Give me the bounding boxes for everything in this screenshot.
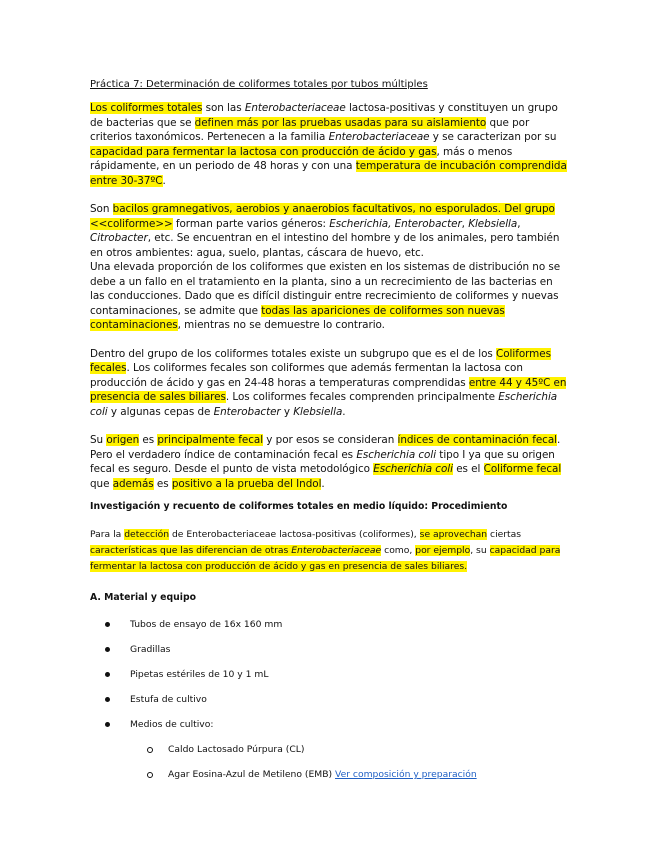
text: son las xyxy=(202,102,245,114)
highlight: todas las apariciones de coliformes son nuevas contaminaciones xyxy=(90,304,505,331)
bullet-icon xyxy=(105,622,110,627)
text: forman parte varios géneros: xyxy=(172,217,330,230)
highlight: índices de contaminación fecal xyxy=(397,434,557,446)
highlight: Los coliformes totales xyxy=(90,102,203,114)
bullet-icon xyxy=(105,647,110,652)
document-page xyxy=(90,78,568,793)
text: , más o menos rápidamente, en un periodo de 48 horas y con una xyxy=(90,145,513,172)
list-item xyxy=(90,693,568,706)
highlight: detección xyxy=(124,529,170,540)
bullet-icon xyxy=(105,722,110,727)
highlight: bacilos gramnegativos, aerobios y anaerobios facultativos, no esporulados. Del grupo <<coliforme>> xyxy=(90,203,555,230)
text: , su xyxy=(470,545,490,556)
text: Una elevada proporción de los coliformes que existen en los sistemas de distribución no se debe a un fallo en el tratamiento en la planta, sino a un recrecimiento de las bacterias en las conducciones. Dado que es difícil distinguir entre recrecimiento de coliformes y nuevas contaminaciones, se admite que xyxy=(90,261,561,317)
list-item-text: Estufa de cultivo xyxy=(130,694,207,705)
italic-text: Enterobacteriaceae xyxy=(328,131,430,143)
text: que por criterios taxonómicos. Pertenecen a la familia xyxy=(90,116,530,143)
text: como, xyxy=(381,545,416,556)
text: y por esos se consideran xyxy=(263,434,398,446)
paragraph-deteccion xyxy=(90,527,568,575)
list-item xyxy=(90,743,568,756)
list-item xyxy=(90,668,568,681)
text: es xyxy=(153,477,172,490)
bullet-icon xyxy=(105,697,110,702)
list-item-text: Gradillas xyxy=(130,644,171,655)
paragraph-distribucion xyxy=(90,260,568,333)
list-item xyxy=(90,718,568,731)
list-item-text: Medios de cultivo: xyxy=(130,719,214,730)
text: Dentro del grupo de los coliformes totales existe un subgrupo que es el de los xyxy=(90,347,497,360)
text: . xyxy=(342,405,346,418)
list-item xyxy=(90,643,568,656)
italic-text: Enterobacter xyxy=(213,405,281,418)
list-item-text: Agar Eosina-Azul de Metileno (EMB) xyxy=(168,769,336,780)
italic-text: Klebsiella xyxy=(293,405,343,418)
paragraph-coliformes-fecales xyxy=(90,347,568,420)
highlight: características que las diferencian de otras xyxy=(90,545,292,556)
text: Son xyxy=(90,203,113,215)
text: es xyxy=(139,434,158,446)
text: Su xyxy=(90,434,107,446)
italic-text: Escherichia coli xyxy=(356,448,437,461)
text: , etc. Se encuentran en el intestino del hombre y de los animales, pero también en otros ambientes: agua, suelo, plantas, cáscara de huevo, etc. xyxy=(90,232,560,259)
text: . Pero el verdadero índice de contaminación fecal es xyxy=(90,434,561,461)
highlight: positivo a la prueba del Indol xyxy=(171,477,322,490)
highlight: principalmente fecal xyxy=(157,434,264,446)
highlight: Enterobacteriaceae xyxy=(291,545,382,556)
media-list xyxy=(90,743,568,781)
list-item xyxy=(90,768,568,781)
circle-bullet-icon xyxy=(147,772,153,778)
highlight: origen xyxy=(106,434,140,446)
highlight: temperatura de incubación comprendida entre 30-37ºC xyxy=(90,160,567,187)
italic-text: Enterobacteriaceae xyxy=(244,102,346,114)
text: y algunas cepas de xyxy=(107,405,214,418)
text: . Los coliformes fecales comprenden principalmente xyxy=(225,391,499,403)
highlight: definen más por las pruebas usadas para su aislamiento xyxy=(194,116,487,129)
highlight: Coliforme fecal xyxy=(483,463,562,475)
text: . xyxy=(321,477,325,490)
highlight: entre 44 y 45ºC en presencia de sales biliares xyxy=(90,376,567,403)
highlight: capacidad para fermentar la lactosa con producción de ácido y gas xyxy=(90,145,437,158)
materials-list xyxy=(90,618,568,731)
highlight: por ejemplo xyxy=(415,545,471,556)
text: es el xyxy=(452,463,484,475)
material-heading: A. Material y equipo xyxy=(90,592,196,603)
paragraph-origen xyxy=(90,433,568,491)
section-heading: Investigación y recuento de coliformes totales en medio líquido: Procedimiento xyxy=(90,501,508,512)
text: , mientras no se demuestre lo contrario. xyxy=(177,319,385,331)
italic-text: Citrobacter xyxy=(90,232,148,244)
text: y xyxy=(280,405,294,418)
text: tipo I ya que su origen fecal es seguro. Desde el punto de vista metodológico xyxy=(90,448,555,475)
list-item xyxy=(90,618,568,631)
list-item-text: Pipetas estériles de 10 y 1 mL xyxy=(130,669,269,680)
paragraph-coliformes-totales xyxy=(90,101,568,188)
paragraph-bacilos xyxy=(90,202,568,260)
highlight: Coliformes fecales xyxy=(90,347,551,374)
italic-text: Klebsiella xyxy=(468,217,518,230)
highlight: capacidad para fermentar la lactosa con producción de ácido y gas en presencia de sales biliares. xyxy=(90,545,561,572)
text: lactosa-positivas y constituyen un grupo de bacterias que se xyxy=(90,102,558,129)
highlight: Escherichia coli xyxy=(373,463,453,475)
text: que xyxy=(90,477,113,490)
text: . Los coliformes fecales son coliformes que además fermentan la lactosa con producción de ácido y gas en 24-48 horas a temperaturas comprendidas xyxy=(90,362,523,389)
highlight: se aprovechan xyxy=(419,529,488,540)
italic-text: Escherichia coli xyxy=(90,391,558,418)
text: . xyxy=(162,174,166,187)
italic-text: Escherichia, Enterobacter xyxy=(329,217,462,230)
bullet-icon xyxy=(105,672,110,677)
text: y se caracterizan por su xyxy=(429,131,557,143)
composition-link[interactable]: Ver composición y preparación xyxy=(335,769,477,780)
text: Para la xyxy=(90,529,125,540)
text: , xyxy=(517,217,521,230)
list-item-text: Caldo Lactosado Púrpura (CL) xyxy=(168,744,305,755)
circle-bullet-icon xyxy=(147,747,153,753)
text: , xyxy=(461,217,469,230)
document-title: Práctica 7: Determinación de coliformes totales por tubos múltiples xyxy=(90,79,428,90)
list-item-text: Tubos de ensayo de 16x 160 mm xyxy=(130,619,283,630)
text: ciertas xyxy=(487,529,522,540)
highlight: además xyxy=(112,477,154,490)
text: de Enterobacteriaceae lactosa-positivas (coliformes), xyxy=(169,529,420,540)
